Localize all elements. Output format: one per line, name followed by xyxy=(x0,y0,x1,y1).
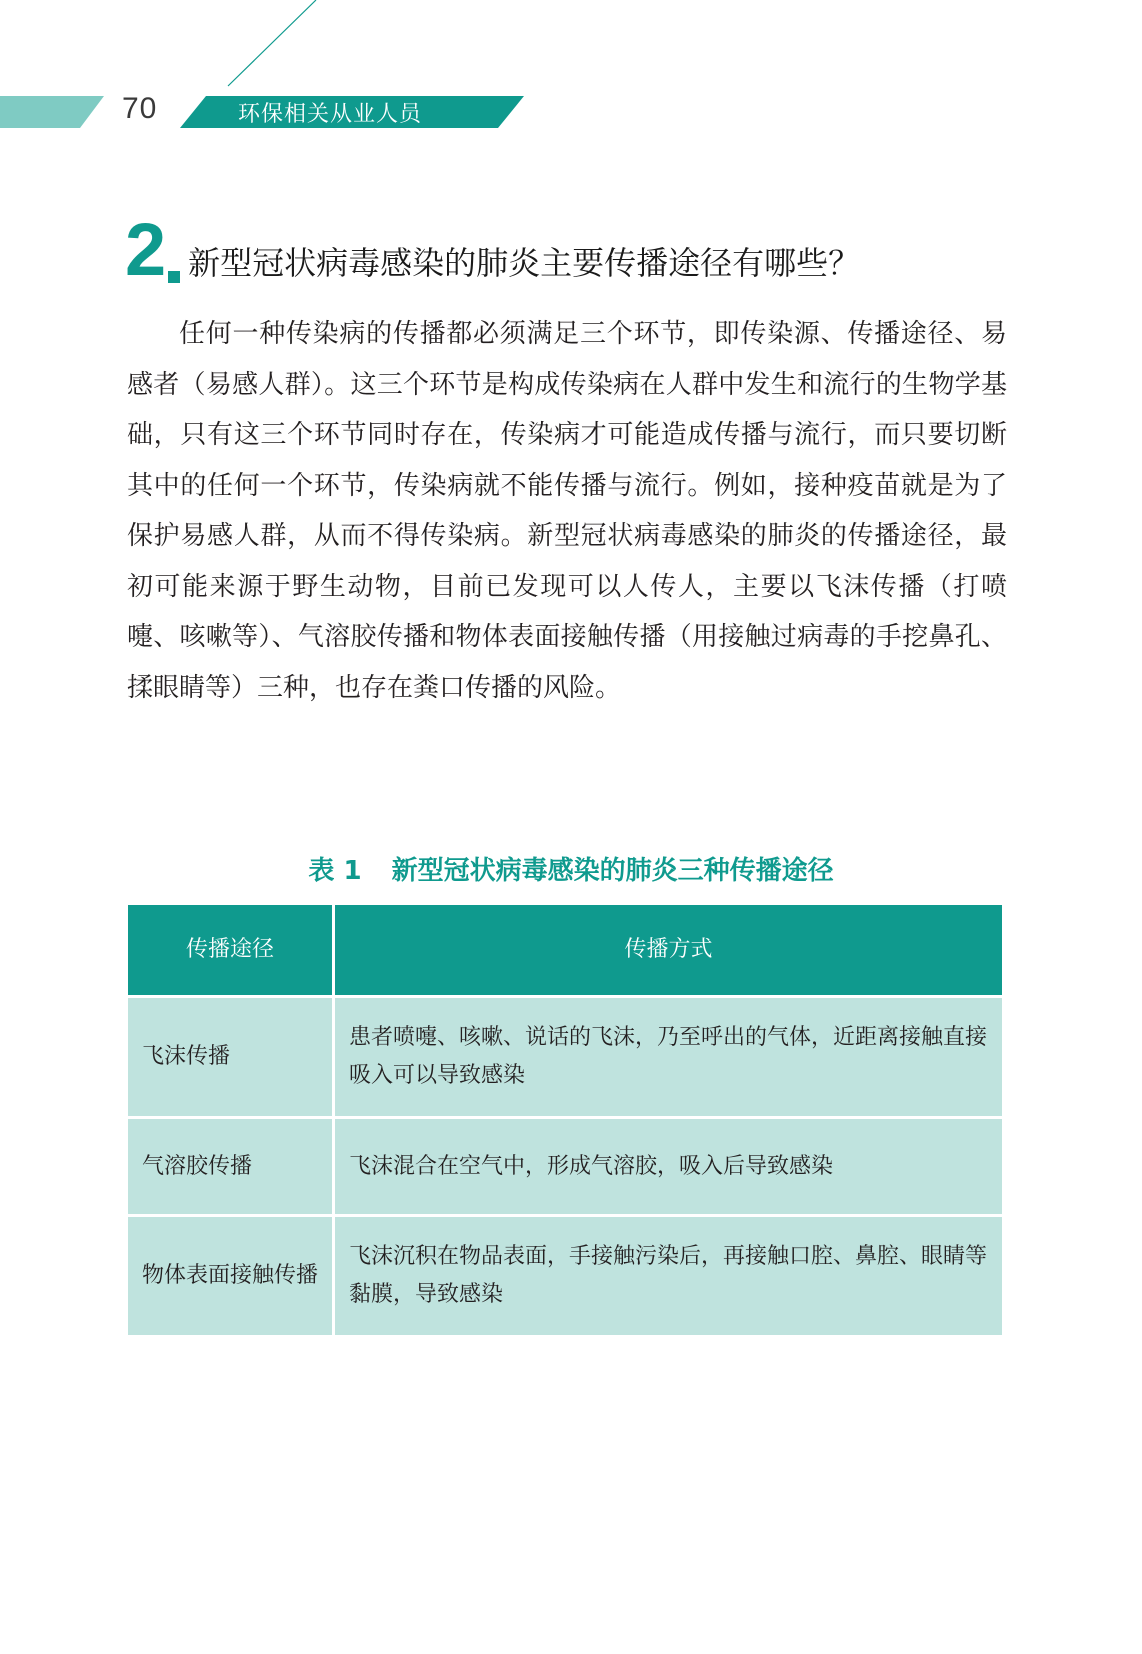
chapter-title: 环保相关从业人员 xyxy=(238,102,423,127)
section-title: 新型冠状病毒感染的肺炎主要传播途径有哪些？ xyxy=(188,244,861,282)
page-number: 70 xyxy=(122,92,158,125)
header-left-band xyxy=(0,96,104,128)
table-header-route: 传播途径 xyxy=(127,904,334,997)
route-cell: 气溶胶传播 xyxy=(127,1118,334,1216)
table-header-row xyxy=(127,904,1004,997)
table-row xyxy=(127,997,1004,1118)
section-heading xyxy=(125,208,861,291)
section-number-dot xyxy=(168,271,180,283)
route-cell: 物体表面接触传播 xyxy=(127,1216,334,1337)
table-row xyxy=(127,1216,1004,1337)
method-cell: 患者喷嚏、咳嗽、说话的飞沫，乃至呼出的气体，近距离接触直接吸入可以导致感染 xyxy=(334,997,1004,1118)
header-decoration xyxy=(0,0,1142,140)
table-caption xyxy=(0,850,1142,887)
method-cell: 飞沫沉积在物品表面，手接触污染后，再接触口腔、鼻腔、眼睛等黏膜，导致感染 xyxy=(334,1216,1004,1337)
table-caption-title: 新型冠状病毒感染的肺炎三种传播途径 xyxy=(391,856,834,886)
table-header-method: 传播方式 xyxy=(334,904,1004,997)
section-number: 2 xyxy=(125,208,165,291)
transmission-routes-table xyxy=(125,902,1005,1338)
header-diagonal-line xyxy=(228,0,316,86)
table-row xyxy=(127,1118,1004,1216)
body-paragraph: 任何一种传染病的传播都必须满足三个环节，即传染源、传播途径、易感者（易感人群）。这三个环节是构成传染病在人群中发生和流行的生物学基础，只有这三个环节同时存在，传染病才可能造成传播与流行，而只要切断其中的任何一个环节，传染病就不能传播与流行。例如，接种疫苗就是为了保护易感人群，从而不得传染病。新型冠状病毒感染的肺炎的传播途径，最初可能来源于野生动物，目前已发现可以人传人，主要以飞沫传播（打喷嚏、咳嗽等）、气溶胶传播和物体表面接触传播（用接触过病毒的手挖鼻孔、揉眼睛等）三种，也存在粪口传播的风险。 xyxy=(127,319,1007,703)
table-caption-number: 表 1 xyxy=(308,856,362,886)
method-cell: 飞沫混合在空气中，形成气溶胶，吸入后导致感染 xyxy=(334,1118,1004,1216)
route-cell: 飞沫传播 xyxy=(127,997,334,1118)
